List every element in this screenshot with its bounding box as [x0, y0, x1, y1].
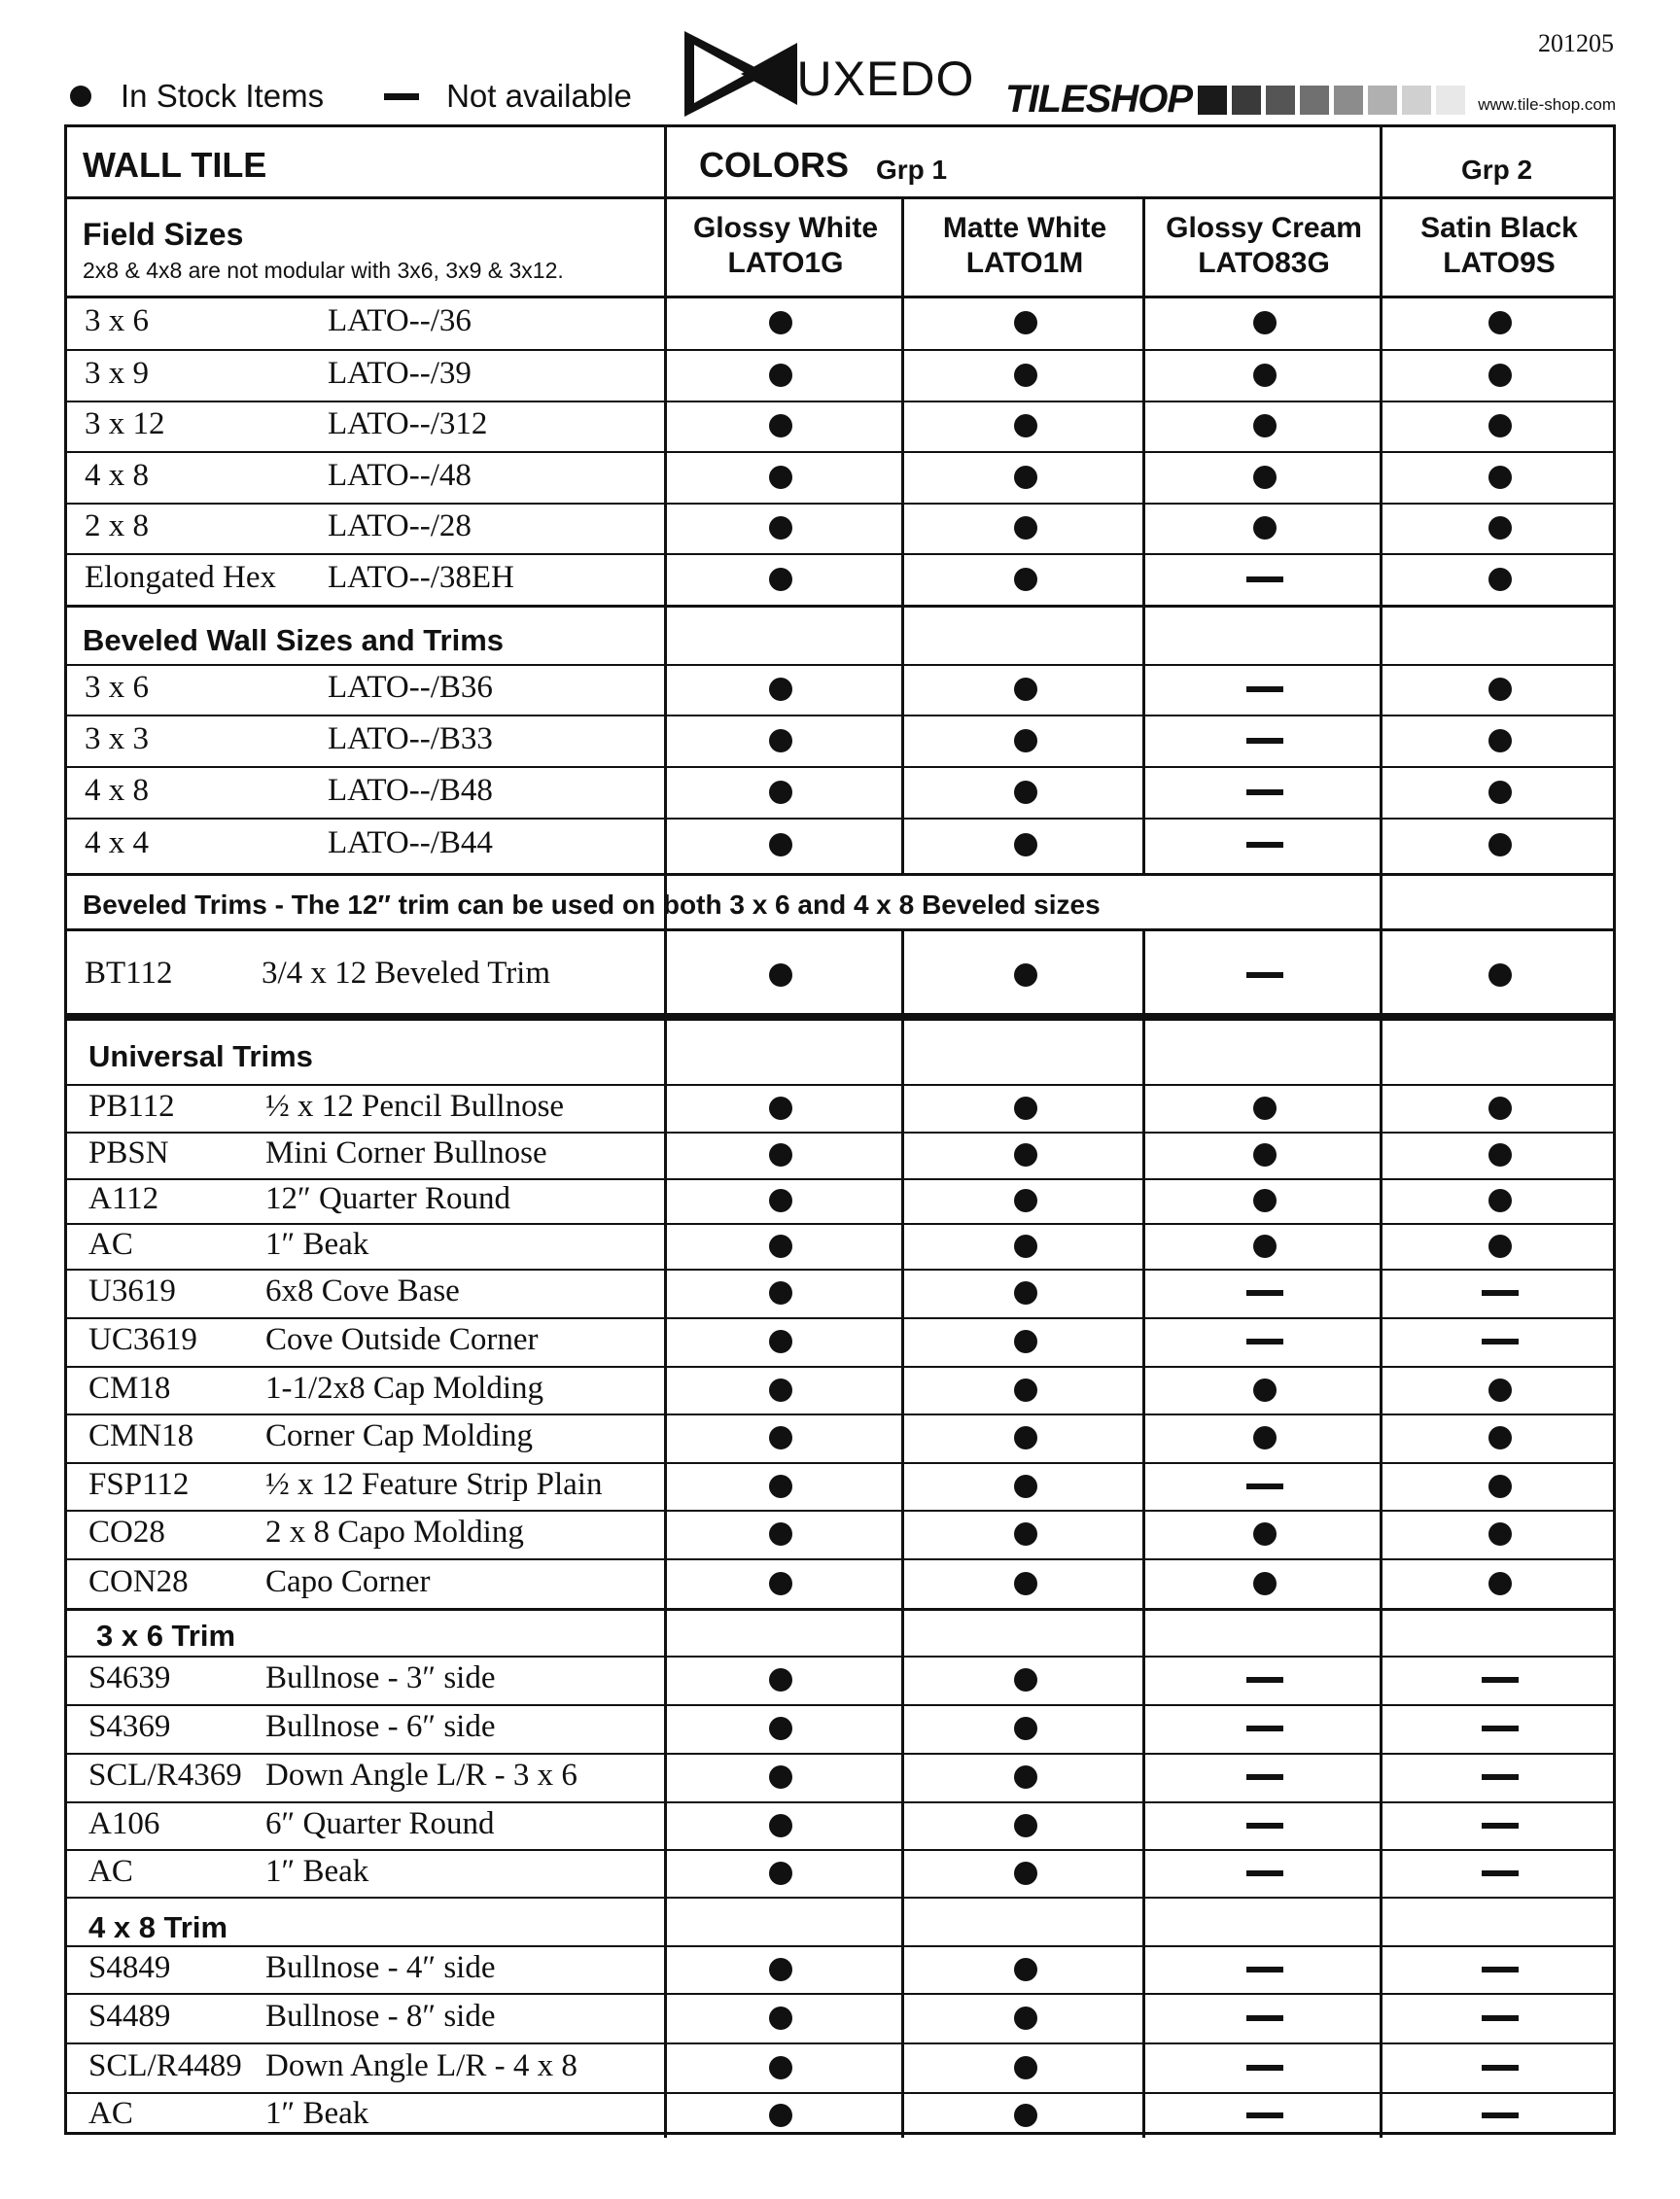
in-stock-dot-icon — [1253, 414, 1277, 437]
tile-size: 4 x 8 — [85, 772, 149, 808]
universal-trims-title: Universal Trims — [88, 1039, 313, 1073]
in-stock-dot-icon — [1014, 833, 1037, 856]
tile-code: LATO--/B48 — [328, 772, 493, 808]
in-stock-dot-icon — [769, 1097, 792, 1120]
trim-code: PB112 — [88, 1088, 175, 1124]
in-stock-dot-icon — [1253, 1572, 1277, 1595]
tile-size: Elongated Hex — [85, 559, 277, 595]
in-stock-dot-icon — [769, 414, 792, 437]
row-divider — [67, 401, 1613, 402]
trim-description: Bullnose - 3″ side — [265, 1660, 496, 1695]
trim-description: Corner Cap Molding — [265, 1418, 533, 1453]
color-code: LATO83G — [1198, 247, 1330, 279]
in-stock-dot-icon — [1488, 729, 1512, 752]
trim-code: CON28 — [88, 1563, 189, 1599]
in-stock-dot-icon — [769, 1717, 792, 1740]
in-stock-dot-icon — [1253, 1143, 1277, 1167]
trim-description: ½ x 12 Pencil Bullnose — [265, 1088, 565, 1124]
not-available-dash-icon — [1246, 576, 1283, 582]
tuxedo-logo — [682, 29, 974, 119]
trim-description: Mini Corner Bullnose — [265, 1135, 547, 1170]
in-stock-dot-icon — [1014, 1379, 1037, 1402]
tile-code: LATO--/312 — [328, 406, 488, 441]
in-stock-dot-icon — [1253, 516, 1277, 540]
in-stock-dot-icon — [769, 2104, 792, 2127]
tile-size: 3 x 6 — [85, 670, 149, 705]
tileshop-logo — [1005, 78, 1470, 122]
in-stock-dot-icon — [1014, 2056, 1037, 2079]
not-available-dash-icon — [1246, 1290, 1283, 1296]
row-divider — [67, 1414, 1613, 1415]
not-available-dash-icon — [1482, 2065, 1519, 2071]
wall-tile-heading: WALL TILE — [83, 145, 267, 185]
row-divider — [67, 553, 1613, 555]
in-stock-dot-icon — [1253, 1522, 1277, 1546]
tile-code: LATO--/39 — [328, 355, 472, 391]
column-divider — [901, 196, 904, 875]
in-stock-dot-icon — [1014, 1572, 1037, 1595]
tile-code: LATO--/36 — [328, 302, 472, 338]
in-stock-dot-icon — [1014, 1475, 1037, 1498]
trim-code: SCL/R4489 — [88, 2047, 242, 2083]
not-available-dash-icon — [1246, 1726, 1283, 1731]
row-divider — [67, 1269, 1613, 1271]
not-available-dash-icon — [1482, 1677, 1519, 1683]
in-stock-dot-icon — [1488, 414, 1512, 437]
color-code: LATO1M — [965, 247, 1084, 279]
in-stock-dot-icon — [1488, 1189, 1512, 1212]
in-stock-dot-icon — [1014, 311, 1037, 334]
in-stock-dot-icon — [1488, 781, 1512, 804]
in-stock-dot-icon — [70, 86, 91, 107]
trim-code: A106 — [88, 1805, 160, 1841]
trim-description: 2 x 8 Capo Molding — [265, 1515, 524, 1550]
row-divider — [67, 2092, 1613, 2094]
trim-code: AC — [88, 1853, 133, 1889]
in-stock-dot-icon — [769, 1522, 792, 1546]
in-stock-dot-icon — [1253, 1426, 1277, 1449]
not-available-dash-icon — [1246, 1677, 1283, 1683]
not-available-dash-icon — [1482, 1290, 1519, 1296]
row-divider — [67, 715, 1613, 716]
not-available-dash-icon — [1246, 1774, 1283, 1780]
field-sizes-note: 2x8 & 4x8 are not modular with 3x6, 3x9 & 3x12. — [83, 258, 564, 283]
trim-description: 1″ Beak — [265, 1853, 369, 1889]
in-stock-dot-icon — [769, 1189, 792, 1212]
tile-size: 4 x 8 — [85, 457, 149, 493]
in-stock-dot-icon — [1488, 678, 1512, 701]
row-divider — [67, 1753, 1613, 1755]
in-stock-dot-icon — [769, 1281, 792, 1305]
tile-code: LATO--/38EH — [328, 559, 514, 595]
not-available-dash-icon — [1246, 686, 1283, 692]
in-stock-dot-icon — [769, 1475, 792, 1498]
not-available-dash-icon — [1246, 1823, 1283, 1829]
in-stock-dot-icon — [1488, 364, 1512, 387]
in-stock-dot-icon — [769, 516, 792, 540]
brand-swatch — [1368, 86, 1397, 115]
not-available-dash-icon — [1482, 1967, 1519, 1972]
in-stock-dot-icon — [1014, 1426, 1037, 1449]
in-stock-dot-icon — [769, 678, 792, 701]
brand-swatch — [1402, 86, 1431, 115]
trim-description: Bullnose - 6″ side — [265, 1709, 496, 1744]
in-stock-dot-icon — [1014, 568, 1037, 591]
in-stock-dot-icon — [769, 1958, 792, 1981]
trim-description: 3/4 x 12 Beveled Trim — [262, 956, 551, 991]
row-divider — [67, 1132, 1613, 1134]
in-stock-dot-icon — [769, 466, 792, 489]
colors-heading: COLORS — [699, 145, 850, 185]
in-stock-dot-icon — [1014, 1189, 1037, 1212]
in-stock-dot-icon — [1014, 1862, 1037, 1885]
tile-code: LATO--/28 — [328, 508, 472, 543]
tile-size: 4 x 4 — [85, 825, 149, 860]
color-name: Satin Black — [1420, 212, 1578, 244]
in-stock-dot-icon — [1488, 1235, 1512, 1258]
trim-3x6-title: 3 x 6 Trim — [96, 1619, 236, 1653]
in-stock-dot-icon — [1014, 1330, 1037, 1353]
trim-code: A112 — [88, 1181, 159, 1216]
not-available-dash-icon — [1482, 2112, 1519, 2118]
not-available-dash-icon — [1482, 1726, 1519, 1731]
trim-description: 1″ Beak — [265, 1226, 369, 1262]
not-available-dash-icon — [1246, 2112, 1283, 2118]
tile-size: 3 x 9 — [85, 355, 149, 391]
row-divider — [67, 928, 1613, 931]
tile-size: 3 x 12 — [85, 406, 165, 441]
in-stock-dot-icon — [1014, 2007, 1037, 2030]
in-stock-dot-icon — [1014, 1668, 1037, 1692]
in-stock-dot-icon — [769, 781, 792, 804]
in-stock-dot-icon — [1014, 1097, 1037, 1120]
gradient-swatches — [1198, 86, 1470, 115]
row-divider — [67, 1462, 1613, 1464]
in-stock-dot-icon — [1014, 2104, 1037, 2127]
in-stock-dot-icon — [769, 1426, 792, 1449]
in-stock-dot-icon — [1488, 1522, 1512, 1546]
in-stock-dot-icon — [1014, 516, 1037, 540]
document-number: 201205 — [1538, 29, 1614, 57]
tileshop-brand-name: TILESHOP — [1005, 78, 1193, 121]
in-stock-dot-icon — [1488, 1097, 1512, 1120]
in-stock-dot-icon — [1014, 1958, 1037, 1981]
row-divider — [67, 1897, 1613, 1899]
in-stock-dot-icon — [769, 1862, 792, 1885]
row-divider — [67, 1849, 1613, 1851]
brand-swatch — [1300, 86, 1329, 115]
row-divider — [67, 1704, 1613, 1706]
tile-code: LATO--/B33 — [328, 720, 493, 756]
trim-code: AC — [88, 2095, 133, 2131]
column-divider — [901, 928, 904, 1015]
row-divider — [67, 1510, 1613, 1512]
not-available-dash-icon — [1246, 789, 1283, 795]
trim-code: AC — [88, 1226, 133, 1262]
trim-description: Capo Corner — [265, 1563, 431, 1599]
in-stock-dot-icon — [1253, 466, 1277, 489]
trim-code: BT112 — [85, 956, 173, 991]
not-available-dash-icon — [1246, 1339, 1283, 1344]
in-stock-dot-icon — [769, 1814, 792, 1837]
row-divider — [67, 1608, 1613, 1611]
in-stock-dot-icon — [1488, 1475, 1512, 1498]
trim-description: Bullnose - 8″ side — [265, 1998, 496, 2034]
tile-size: 3 x 6 — [85, 302, 149, 338]
brand-swatch — [1334, 86, 1363, 115]
in-stock-dot-icon — [1014, 729, 1037, 752]
in-stock-dot-icon — [1014, 963, 1037, 987]
field-sizes-heading: Field Sizes — [83, 217, 244, 252]
row-divider — [67, 1084, 1613, 1086]
in-stock-dot-icon — [1488, 311, 1512, 334]
row-divider — [67, 818, 1613, 820]
in-stock-dot-icon — [769, 311, 792, 334]
in-stock-dot-icon — [1253, 311, 1277, 334]
in-stock-dot-icon — [1014, 1281, 1037, 1305]
trim-description: 6x8 Cove Base — [265, 1274, 460, 1309]
trim-code: UC3619 — [88, 1322, 197, 1357]
row-divider — [67, 1317, 1613, 1319]
in-stock-dot-icon — [769, 568, 792, 591]
not-available-dash-icon — [1246, 842, 1283, 848]
color-column-header — [1145, 211, 1382, 281]
in-stock-dot-icon — [769, 2056, 792, 2079]
trim-description: ½ x 12 Feature Strip Plain — [265, 1466, 603, 1502]
row-divider — [67, 1013, 1613, 1021]
trim-code: S4639 — [88, 1660, 171, 1695]
column-divider — [1142, 928, 1145, 1015]
brand-swatch — [1266, 86, 1295, 115]
row-divider — [67, 1558, 1613, 1560]
trim-description: Down Angle L/R - 3 x 6 — [265, 1758, 578, 1793]
in-stock-dot-icon — [1488, 1426, 1512, 1449]
row-divider — [67, 873, 1613, 876]
trim-description: 1″ Beak — [265, 2095, 369, 2131]
in-stock-dot-icon — [1014, 1814, 1037, 1837]
in-stock-dot-icon — [1488, 1572, 1512, 1595]
not-available-dash-icon — [1246, 972, 1283, 978]
beveled-trims-title: Beveled Trims - The 12″ trim can be used on both 3 x 6 and 4 x 8 Beveled sizes — [83, 890, 1101, 920]
in-stock-dot-icon — [1014, 466, 1037, 489]
tile-size: 2 x 8 — [85, 508, 149, 543]
in-stock-dot-icon — [769, 364, 792, 387]
color-code: LATO9S — [1443, 247, 1556, 279]
in-stock-dot-icon — [1253, 1235, 1277, 1258]
row-divider — [67, 1656, 1613, 1658]
trim-description: Bullnose - 4″ side — [265, 1949, 496, 1985]
in-stock-dot-icon — [1253, 1097, 1277, 1120]
beveled-section-title: Beveled Wall Sizes and Trims — [83, 623, 505, 657]
in-stock-dot-icon — [1488, 568, 1512, 591]
in-stock-dot-icon — [1014, 1765, 1037, 1789]
trim-code: CO28 — [88, 1515, 165, 1550]
not-available-dash-icon — [1246, 2065, 1283, 2071]
row-divider — [67, 1178, 1613, 1180]
in-stock-dot-icon — [769, 2007, 792, 2030]
trim-code: S4849 — [88, 1949, 171, 1985]
wall-tile-table — [64, 124, 1616, 2135]
in-stock-dot-icon — [1488, 963, 1512, 987]
group-1-label: Grp 1 — [876, 155, 948, 185]
in-stock-dot-icon — [1488, 1143, 1512, 1167]
in-stock-dot-icon — [769, 1235, 792, 1258]
not-available-dash-icon — [1246, 1967, 1283, 1972]
legend — [70, 78, 632, 115]
tile-code: LATO--/B44 — [328, 825, 493, 860]
column-divider — [1142, 196, 1145, 875]
legend-in-stock-label: In Stock Items — [121, 78, 325, 114]
in-stock-dot-icon — [1488, 466, 1512, 489]
not-available-dash-icon — [1246, 1483, 1283, 1489]
row-divider — [67, 605, 1613, 608]
not-available-dash-icon — [1246, 2015, 1283, 2021]
color-column-header — [667, 211, 904, 281]
in-stock-dot-icon — [769, 1379, 792, 1402]
trim-code: CMN18 — [88, 1418, 194, 1453]
row-divider — [67, 766, 1613, 768]
in-stock-dot-icon — [1014, 1522, 1037, 1546]
in-stock-dot-icon — [1014, 1235, 1037, 1258]
color-code: LATO1G — [727, 247, 844, 279]
brand-swatch — [1436, 86, 1465, 115]
trim-code: FSP112 — [88, 1466, 190, 1502]
website-url: www.tile-shop.com — [1478, 95, 1616, 114]
not-available-dash-icon — [1482, 1870, 1519, 1876]
color-name: Matte White — [942, 212, 1107, 244]
group-2-label: Grp 2 — [1461, 155, 1533, 185]
tuxedo-brand-name: TUXEDO — [766, 52, 975, 106]
tile-size: 3 x 3 — [85, 720, 149, 756]
row-divider — [67, 1801, 1613, 1803]
trim-description: Cove Outside Corner — [265, 1322, 539, 1357]
color-name: Glossy Cream — [1166, 212, 1362, 244]
not-available-dash-icon — [1482, 1339, 1519, 1344]
row-divider — [67, 349, 1613, 351]
in-stock-dot-icon — [769, 729, 792, 752]
in-stock-dot-icon — [1014, 781, 1037, 804]
tile-code: LATO--/B36 — [328, 670, 493, 705]
not-available-dash-icon — [1246, 738, 1283, 744]
not-available-dash-icon — [384, 93, 419, 100]
row-divider — [67, 1993, 1613, 1995]
row-divider — [67, 1366, 1613, 1368]
in-stock-dot-icon — [1253, 1189, 1277, 1212]
in-stock-dot-icon — [1488, 833, 1512, 856]
not-available-dash-icon — [1482, 2015, 1519, 2021]
row-divider — [67, 2042, 1613, 2044]
in-stock-dot-icon — [1014, 1717, 1037, 1740]
legend-not-available-label: Not available — [446, 78, 632, 114]
tile-code: LATO--/48 — [328, 457, 472, 493]
in-stock-dot-icon — [1014, 678, 1037, 701]
trim-code: SCL/R4369 — [88, 1758, 242, 1793]
in-stock-dot-icon — [1488, 1379, 1512, 1402]
in-stock-dot-icon — [1014, 364, 1037, 387]
in-stock-dot-icon — [769, 1143, 792, 1167]
in-stock-dot-icon — [1014, 1143, 1037, 1167]
not-available-dash-icon — [1482, 1774, 1519, 1780]
color-column-header — [904, 211, 1145, 281]
trim-code: CM18 — [88, 1370, 171, 1406]
in-stock-dot-icon — [769, 1572, 792, 1595]
in-stock-dot-icon — [1014, 414, 1037, 437]
trim-code: S4369 — [88, 1709, 171, 1744]
not-available-dash-icon — [1482, 1823, 1519, 1829]
trim-description: 1-1/2x8 Cap Molding — [265, 1370, 543, 1406]
in-stock-dot-icon — [769, 1668, 792, 1692]
color-column-header — [1382, 211, 1616, 281]
row-divider — [67, 664, 1613, 666]
trim-4x8-title: 4 x 8 Trim — [88, 1910, 228, 1944]
column-divider — [1142, 1015, 1145, 2138]
in-stock-dot-icon — [1253, 364, 1277, 387]
in-stock-dot-icon — [769, 1330, 792, 1353]
in-stock-dot-icon — [769, 963, 792, 987]
in-stock-dot-icon — [1253, 1379, 1277, 1402]
in-stock-dot-icon — [1488, 516, 1512, 540]
in-stock-dot-icon — [769, 1765, 792, 1789]
color-name: Glossy White — [692, 212, 879, 244]
row-divider — [67, 451, 1613, 453]
trim-description: 12″ Quarter Round — [265, 1181, 511, 1216]
trim-description: Down Angle L/R - 4 x 8 — [265, 2047, 578, 2083]
trim-code: S4489 — [88, 1998, 171, 2034]
brand-swatch — [1232, 86, 1261, 115]
row-divider — [67, 1945, 1613, 1947]
trim-description: 6″ Quarter Round — [265, 1805, 495, 1841]
brand-swatch — [1198, 86, 1227, 115]
column-divider — [901, 1015, 904, 2138]
row-divider — [67, 503, 1613, 505]
not-available-dash-icon — [1246, 1870, 1283, 1876]
trim-code: U3619 — [88, 1274, 176, 1309]
row-divider — [67, 1223, 1613, 1225]
in-stock-dot-icon — [769, 833, 792, 856]
trim-code: PBSN — [88, 1135, 169, 1170]
